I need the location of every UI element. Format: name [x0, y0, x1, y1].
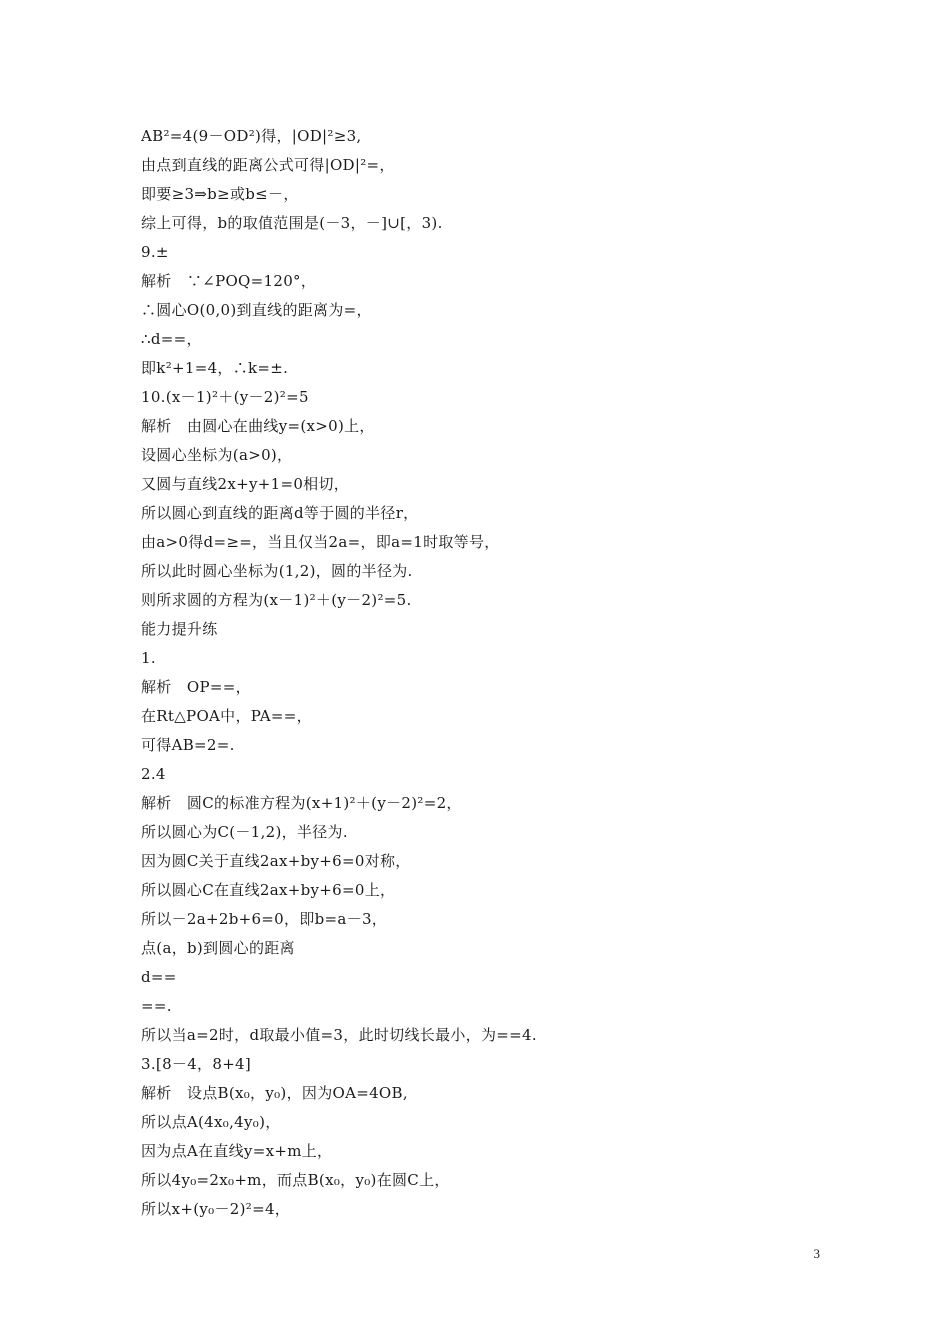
text-line: 所以x+(y₀－2)²=4， — [141, 1200, 291, 1218]
text-line: 10.(x－1)²＋(y－2)²=5 — [141, 388, 309, 406]
text-line: 因为圆C关于直线2ax+by+6=0对称， — [141, 852, 411, 870]
text-line: 又圆与直线2x+y+1=0相切， — [141, 475, 350, 493]
text-line: 设圆心坐标为(a>0)， — [141, 446, 293, 464]
page-number: 3 — [813, 1246, 820, 1261]
text-line: ∴圆心O(0,0)到直线的距离为=， — [141, 301, 372, 319]
text-line: 即k²+1=4，∴k=±. — [141, 359, 289, 377]
text-line: d== — [141, 968, 177, 986]
text-line: 即要≥3⇒b≥或b≤－， — [141, 185, 299, 203]
text-line: 1. — [141, 649, 156, 667]
text-line: 解析 设点B(x₀，y₀)，因为OA=4OB, — [141, 1084, 408, 1102]
text-line: 所以4y₀=2x₀+m，而点B(x₀，y₀)在圆C上， — [141, 1171, 450, 1189]
text-line: 由点到直线的距离公式可得|OD|²=， — [141, 156, 395, 174]
text-line: ==. — [141, 997, 172, 1015]
text-line: 解析 由圆心在曲线y=(x>0)上， — [141, 417, 375, 435]
text-line: 在Rt△POA中，PA==， — [141, 707, 312, 725]
text-line: 综上可得，b的取值范围是(－3，－]∪[，3). — [141, 214, 443, 232]
text-line: 解析 ∵∠POQ=120°， — [141, 272, 317, 290]
text-line: 因为点A在直线y=x+m上， — [141, 1142, 333, 1160]
text-line: 所以圆心C在直线2ax+by+6=0上， — [141, 881, 396, 899]
text-line: 则所求圆的方程为(x－1)²＋(y－2)²=5. — [141, 591, 412, 609]
text-line: 3.[8－4，8+4] — [141, 1055, 252, 1073]
text-line: 能力提升练 — [141, 620, 218, 638]
text-line: 所以此时圆心坐标为(1,2)，圆的半径为. — [141, 562, 413, 580]
text-line: 解析 OP==， — [141, 678, 251, 696]
text-line: 解析 圆C的标准方程为(x+1)²＋(y－2)²=2， — [141, 794, 462, 812]
text-line: 所以－2a+2b+6=0，即b=a－3， — [141, 910, 388, 928]
text-line: 由a>0得d=≥=，当且仅当2a=，即a=1时取等号， — [141, 533, 500, 551]
text-line: ∴d==， — [141, 330, 202, 348]
text-line: 点(a，b)到圆心的距离 — [141, 939, 295, 957]
text-line: 所以圆心为C(－1,2)，半径为. — [141, 823, 348, 841]
text-line: 可得AB=2=. — [141, 736, 235, 754]
text-line: 所以圆心到直线的距离d等于圆的半径r， — [141, 504, 419, 522]
solution-text-block — [141, 122, 841, 1224]
text-line: 所以当a=2时，d取最小值=3，此时切线长最小，为==4. — [141, 1026, 537, 1044]
text-line: AB²=4(9－OD²)得，|OD|²≥3, — [141, 127, 362, 145]
text-line: 所以点A(4x₀,4y₀)， — [141, 1113, 281, 1131]
text-line: 9.± — [141, 243, 169, 261]
text-line: 2.4 — [141, 765, 166, 783]
